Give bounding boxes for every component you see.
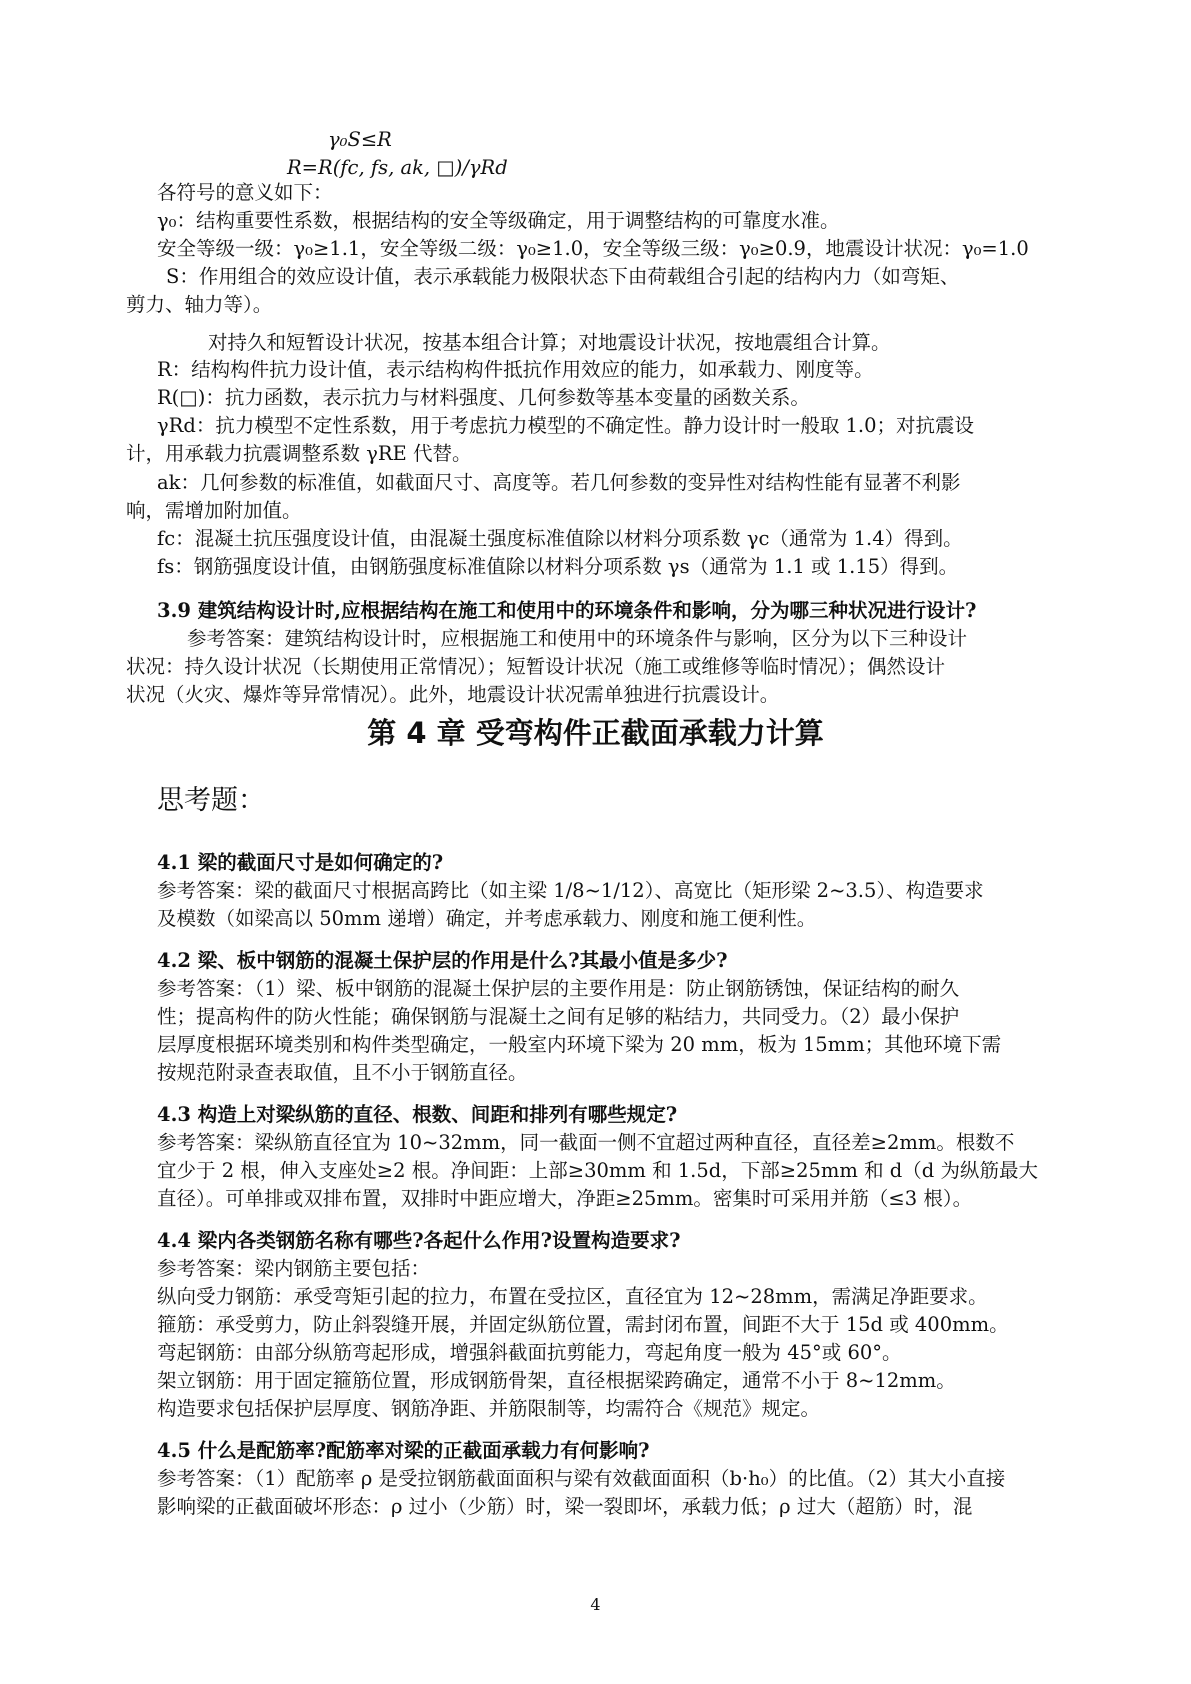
symbol-S-line-3: 对持久和短暂设计状况，按基本组合计算；对地震设计状况，按地震组合计算。 <box>208 331 891 354</box>
question-4-3-answer-line-2: 宜少于 2 根，伸入支座处≥2 根。净间距：上部≥30mm 和 1.5d，下部≥25mm 和 d（d 为纵筋最大 <box>157 1159 1038 1182</box>
question-4-1-title: 4.1 梁的截面尺寸是如何确定的? <box>157 851 444 874</box>
question-4-4-title: 4.4 梁内各类钢筋名称有哪些?各起什么作用?设置构造要求? <box>157 1229 681 1252</box>
symbols-intro: 各符号的意义如下： <box>157 181 333 204</box>
question-4-3-answer-line-1: 参考答案：梁纵筋直径宜为 10~32mm，同一截面一侧不宜超过两种直径，直径差≥2mm。根数不 <box>157 1131 1015 1154</box>
question-4-4-answer-line-1: 参考答案：梁内钢筋主要包括： <box>157 1257 431 1280</box>
question-4-5-answer-line-2: 影响梁的正截面破坏形态：ρ 过小（少筋）时，梁一裂即坏，承载力低；ρ 过大（超筋）时，混 <box>157 1495 973 1518</box>
symbol-R: R：结构构件抗力设计值，表示结构构件抵抗作用效应的能力，如承载力、刚度等。 <box>157 358 874 381</box>
question-4-4-answer-line-3: 箍筋：承受剪力，防止斜裂缝开展，并固定纵筋位置，需封闭布置，间距不大于 15d 或 400mm。 <box>157 1313 1009 1336</box>
question-4-2-answer-line-4: 按规范附录查表取值，且不小于钢筋直径。 <box>157 1061 528 1084</box>
question-4-2-answer-line-3: 层厚度根据环境类别和构件类型确定，一般室内环境下梁为 20 mm，板为 15mm；其他环境下需 <box>157 1033 1002 1056</box>
symbol-gammaRd-line-1: γRd：抗力模型不定性系数，用于考虑抗力模型的不确定性。静力设计时一般取 1.0；对抗震设 <box>157 414 975 437</box>
chapter-title: 第 4 章 受弯构件正截面承载力计算 <box>367 716 824 750</box>
formula-line-2: R=R(fc, fs, ak, □)/γRd <box>287 156 508 179</box>
question-3-9-answer-line-1: 参考答案：建筑结构设计时，应根据施工和使用中的环境条件与影响，区分为以下三种设计 <box>187 627 968 650</box>
symbol-ak-line-1: ak：几何参数的标准值，如截面尺寸、高度等。若几何参数的变异性对结构性能有显著不利影 <box>157 471 961 494</box>
formula-line-1: γ₀S≤R <box>328 128 392 151</box>
symbol-gamma0-levels: 安全等级一级：γ₀≥1.1，安全等级二级：γ₀≥1.0，安全等级三级：γ₀≥0.9，地震设计状况：γ₀=1.0 <box>157 237 1029 260</box>
symbol-S-line-2: 剪力、轴力等）。 <box>126 293 273 316</box>
symbol-fs: fs：钢筋强度设计值，由钢筋强度标准值除以材料分项系数 γs（通常为 1.1 或 1.15）得到。 <box>157 555 959 578</box>
question-4-5-answer-line-1: 参考答案：（1）配筋率 ρ 是受拉钢筋截面面积与梁有效截面面积（b·h₀）的比值。（2）其大小直接 <box>157 1467 1006 1490</box>
question-4-1-answer-line-1: 参考答案：梁的截面尺寸根据高跨比（如主梁 1/8~1/12）、高宽比（矩形梁 2~3.5）、构造要求 <box>157 879 984 902</box>
question-4-1-answer-line-2: 及模数（如梁高以 50mm 递增）确定，并考虑承载力、刚度和施工便利性。 <box>157 907 817 930</box>
question-3-9-answer-line-2: 状况：持久设计状况（长期使用正常情况）；短暂设计状况（施工或维修等临时情况）；偶然设计 <box>126 655 946 678</box>
question-4-2-answer-line-1: 参考答案：（1）梁、板中钢筋的混凝土保护层的主要作用是：防止钢筋锈蚀，保证结构的耐久 <box>157 977 960 1000</box>
symbol-ak-line-2: 响，需增加附加值。 <box>126 499 302 522</box>
question-4-4-answer-line-6: 构造要求包括保护层厚度、钢筋净距、并筋限制等，均需符合《规范》规定。 <box>157 1397 821 1420</box>
question-3-9-answer-line-3: 状况（火灾、爆炸等异常情况）。此外，地震设计状况需单独进行抗震设计。 <box>126 683 780 706</box>
question-4-2-answer-line-2: 性；提高构件的防火性能；确保钢筋与混凝土之间有足够的粘结力，共同受力。（2）最小保护 <box>157 1005 960 1028</box>
symbol-S-line-1: S：作用组合的效应设计值，表示承载能力极限状态下由荷载组合引起的结构内力（如弯矩、 <box>166 265 960 288</box>
question-4-3-title: 4.3 构造上对梁纵筋的直径、根数、间距和排列有哪些规定? <box>157 1103 678 1126</box>
symbol-fc: fc：混凝土抗压强度设计值，由混凝土强度标准值除以材料分项系数 γc（通常为 1.4）得到。 <box>157 527 963 550</box>
question-4-4-answer-line-5: 架立钢筋：用于固定箍筋位置，形成钢筋骨架，直径根据梁跨确定，通常不小于 8~12mm。 <box>157 1369 956 1392</box>
question-4-4-answer-line-2: 纵向受力钢筋：承受弯矩引起的拉力，布置在受拉区，直径宜为 12~28mm，需满足净距要求。 <box>157 1285 988 1308</box>
symbol-R-function: R(□)：抗力函数，表示抗力与材料强度、几何参数等基本变量的函数关系。 <box>157 386 810 409</box>
symbol-gamma0: γ₀：结构重要性系数，根据结构的安全等级确定，用于调整结构的可靠度水准。 <box>157 209 840 232</box>
symbol-gammaRd-line-2: 计，用承载力抗震调整系数 γRE 代替。 <box>126 442 472 465</box>
question-3-9-title: 3.9 建筑结构设计时,应根据结构在施工和使用中的环境条件和影响，分为哪三种状况进行设计? <box>157 599 977 622</box>
question-4-2-title: 4.2 梁、板中钢筋的混凝土保护层的作用是什么?其最小值是多少? <box>157 949 728 972</box>
question-4-3-answer-line-3: 直径）。可单排或双排布置，双排时中距应增大，净距≥25mm。密集时可采用并筋（≤3 根）。 <box>157 1187 973 1210</box>
question-4-4-answer-line-4: 弯起钢筋：由部分纵筋弯起形成，增强斜截面抗剪能力，弯起角度一般为 45°或 60°。 <box>157 1341 902 1364</box>
page-number: 4 <box>590 1595 601 1614</box>
question-4-5-title: 4.5 什么是配筋率?配筋率对梁的正截面承载力有何影响? <box>157 1439 650 1462</box>
section-heading-thinking-questions: 思考题： <box>157 785 265 816</box>
